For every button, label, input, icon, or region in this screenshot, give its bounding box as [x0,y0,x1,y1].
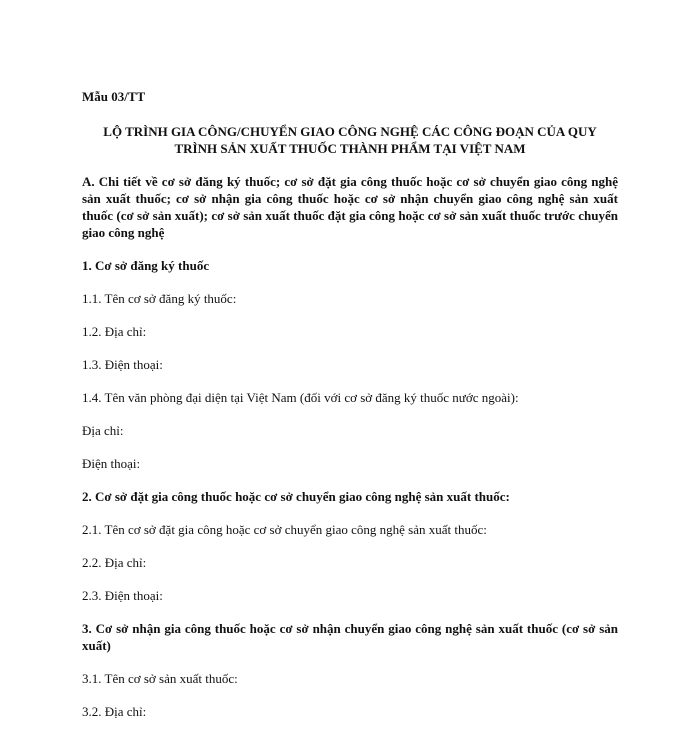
field-3-1: 3.1. Tên cơ sở sản xuất thuốc: [82,671,238,686]
field-2-2: 2.2. Địa chỉ: [82,555,147,570]
field-1-1: 1.1. Tên cơ sở đăng ký thuốc: [82,291,237,306]
field-3-2: 3.2. Địa chỉ: [82,704,147,719]
field-2-1: 2.1. Tên cơ sở đặt gia công hoặc cơ sở chuyển giao công nghệ sản xuất thuốc: [82,522,487,537]
field-1-3: 1.3. Điện thoại: [82,357,163,372]
document-title-line1: LỘ TRÌNH GIA CÔNG/CHUYỂN GIAO CÔNG NGHỆ CÁC CÔNG ĐOẠN CỦA QUY [103,124,597,139]
document-title [82,123,618,157]
document-content [82,88,618,736]
heading-3: 3. Cơ sở nhận gia công thuốc hoặc cơ sở nhận chuyển giao công nghệ sản xuất thuốc (cơ sở sản xuất) [82,621,618,653]
field-1-2: 1.2. Địa chỉ: [82,324,147,339]
document-title-line2: TRÌNH SẢN XUẤT THUỐC THÀNH PHẨM TẠI VIỆT NAM [174,141,526,156]
form-code: Mẫu 03/TT [82,89,146,104]
heading-2: 2. Cơ sở đặt gia công thuốc hoặc cơ sở chuyển giao công nghệ sản xuất thuốc: [82,489,510,504]
field-2-3: 2.3. Điện thoại: [82,588,163,603]
field-1-4-address: Địa chỉ: [82,423,124,438]
section-a-heading: A. Chi tiết về cơ sở đăng ký thuốc; cơ sở đặt gia công thuốc hoặc cơ sở chuyển giao công nghệ sản xuất thuốc; cơ sở nhận gia công thuốc hoặc cơ sở nhận chuyển giao công nghệ sản xuất thuốc (cơ sở sản xuất); cơ sở sản xuất thuốc đặt gia công hoặc cơ sở sản xuất thuốc trước chuyển giao công nghệ [82,174,618,240]
field-1-4: 1.4. Tên văn phòng đại diện tại Việt Nam (đối với cơ sở đăng ký thuốc nước ngoài): [82,390,519,405]
heading-1: 1. Cơ sở đăng ký thuốc [82,258,210,273]
field-1-4-phone: Điện thoại: [82,456,141,471]
